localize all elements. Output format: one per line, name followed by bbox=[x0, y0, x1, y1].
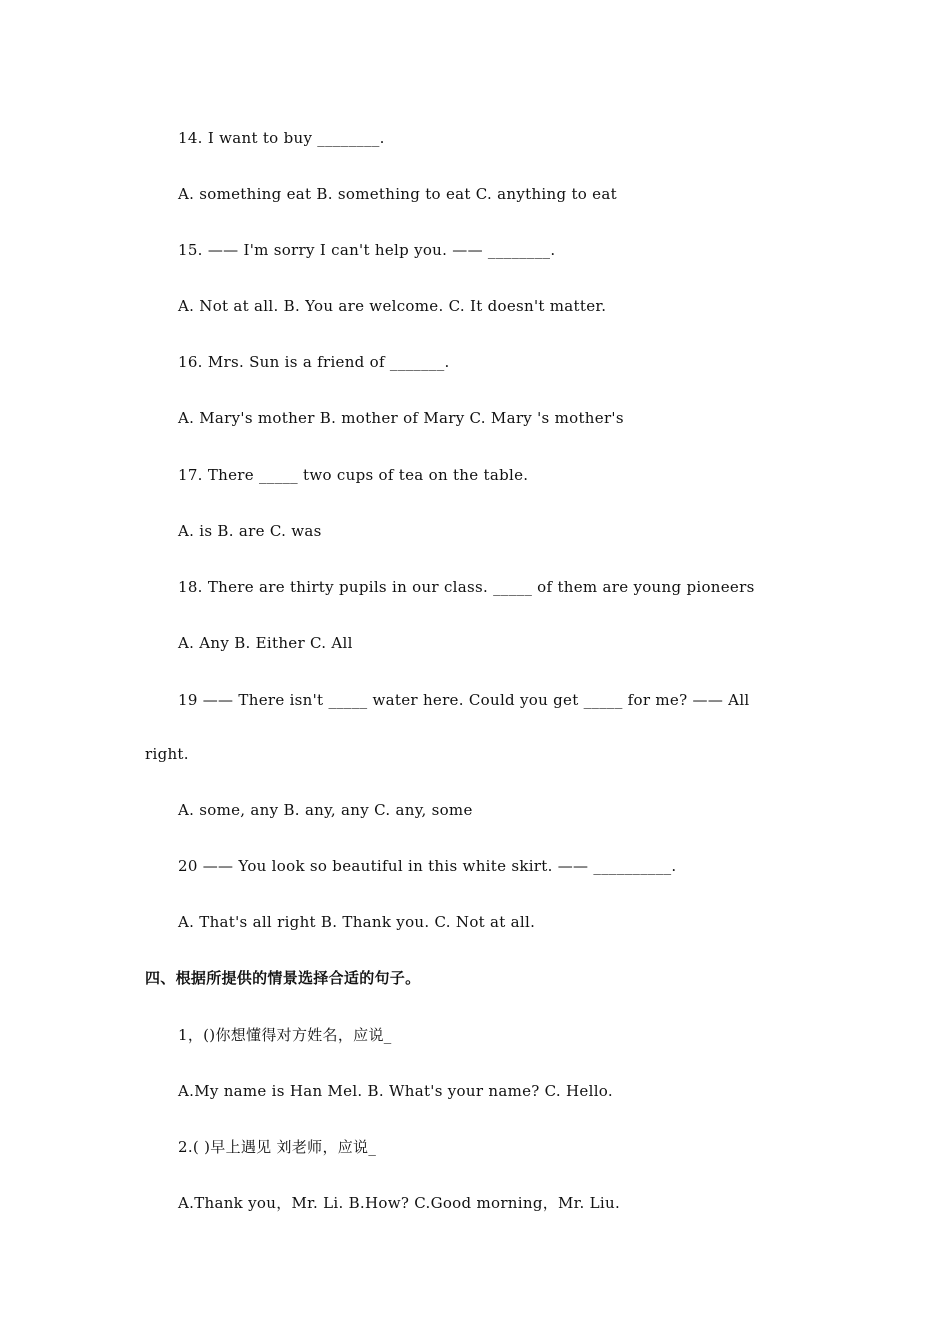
question-19-stem-continuation: right. bbox=[145, 745, 189, 763]
question-19-options: A. some, any B. any, any C. any, some bbox=[178, 801, 473, 819]
question-19-stem: 19 —— There isn't _____ water here. Could you get _____ for me? —— All bbox=[178, 691, 750, 709]
section-4-item-2-options: A.Thank you，Mr. Li. B.How? C.Good morning，Mr. Liu. bbox=[178, 1194, 621, 1212]
section-4-item-2-stem: 2.( )早上遇见 刘老师，应说_ bbox=[178, 1138, 377, 1156]
question-15-options: A. Not at all. B. You are welcome. C. It doesn't matter. bbox=[178, 297, 607, 315]
section-4-item-1-options: A.My name is Han Mel. B. What's your name? C. Hello. bbox=[178, 1082, 613, 1100]
question-17-stem: 17. There _____ two cups of tea on the table. bbox=[178, 466, 529, 484]
section-4-heading: 四、根据所提供的情景选择合适的句子。 bbox=[145, 969, 421, 987]
section-4-item-1-stem: 1，()你想懂得对方姓名，应说_ bbox=[178, 1026, 392, 1044]
question-18-options: A. Any B. Either C. All bbox=[178, 634, 353, 652]
question-15-stem: 15. —— I'm sorry I can't help you. —— ________. bbox=[178, 241, 556, 259]
question-14-options: A. something eat B. something to eat C. anything to eat bbox=[178, 185, 617, 203]
question-14-stem: 14. I want to buy ________. bbox=[178, 129, 385, 147]
question-16-stem: 16. Mrs. Sun is a friend of _______. bbox=[178, 353, 450, 371]
question-16-options: A. Mary's mother B. mother of Mary C. Mary 's mother's bbox=[178, 409, 624, 427]
question-20-options: A. That's all right B. Thank you. C. Not at all. bbox=[178, 913, 536, 931]
question-20-stem: 20 —— You look so beautiful in this white skirt. —— __________. bbox=[178, 857, 677, 875]
question-17-options: A. is B. are C. was bbox=[178, 522, 322, 540]
question-18-stem: 18. There are thirty pupils in our class. _____ of them are young pioneers bbox=[178, 578, 755, 596]
